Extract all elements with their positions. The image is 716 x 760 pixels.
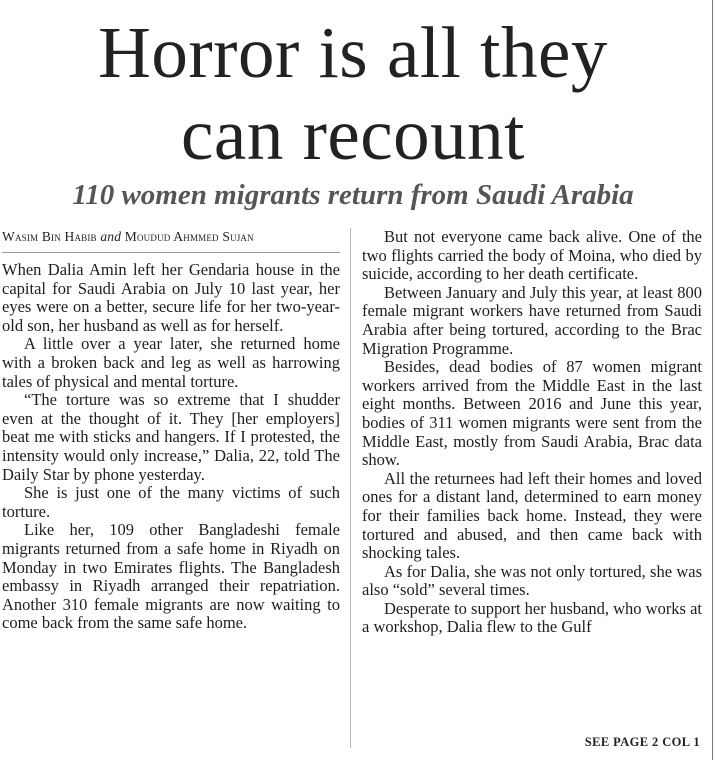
headline (0, 12, 706, 176)
body-paragraph: When Dalia Amin left her Gendaria house in the capital for Saudi Arabia on July 10 last year, her eyes were on a better, secure life for her two-year-old son, her husband as well as for herself. (2, 260, 340, 335)
body-paragraph: Desperate to support her husband, who works at a workshop, Dalia flew to the Gulf (362, 598, 703, 637)
byline-author-2: Moudud Ahmmed Sujan (124, 229, 254, 244)
byline-conjunction: and (100, 229, 122, 244)
subheadline: 110 women migrants return from Saudi Arabia (72, 179, 634, 211)
right-column (362, 228, 702, 637)
left-column (2, 228, 340, 633)
body-paragraph: But not everyone came back alive. One of the two flights carried the body of Moina, who died by suicide, according to her death certificate. (362, 227, 702, 284)
body-paragraph: Between January and July this year, at least 800 female migrant workers have returned from Saudi Arabia after being tortured, according to the Brac Migration Programme. (362, 282, 702, 358)
body-paragraph: Besides, dead bodies of 87 women migrant workers arrived from the Middle East in the last eight months. Between 2016 and June this year, bodies of 311 women migrants were sent from the Middle East, mostly from Saudi Arabia, Brac data show. (362, 357, 702, 470)
byline-author-1: Wasim Bin Habib (2, 229, 97, 244)
body-paragraph: She is just one of the many victims of such torture. (2, 483, 340, 521)
jump-line[interactable]: SEE PAGE 2 COL 1 (584, 735, 700, 749)
byline (2, 228, 340, 246)
byline-rule (2, 252, 340, 253)
page-edge-rule (712, 0, 713, 760)
column-divider (350, 228, 351, 748)
headline-line-2: can recount (181, 94, 525, 175)
body-paragraph: A little over a year later, she returned home with a broken back and leg as well as harrowing tales of physical and mental torture. (2, 334, 340, 391)
body-paragraph: All the returnees had left their homes and loved ones for a distant land, determined to earn money for their families back home. Instead, they were tortured and abused, and then came back with shocking tales. (362, 468, 702, 563)
body-paragraph: Like her, 109 other Bangladeshi female migrants returned from a safe home in Riyadh on Monday in two Emirates flights. The Bangladesh embassy in Riyadh arranged their repatriation. Another 310 female migrants are now waiting to come back from the same safe home. (2, 520, 340, 633)
body-paragraph: As for Dalia, she was not only tortured, she was also “sold” several times. (362, 561, 702, 600)
body-paragraph: “The torture was so extreme that I shudder even at the thought of it. They [her employers] beat me with sticks and hangers. If I protested, the intensity would only increase,” Dalia, 22, told The Daily Star by phone yesterday. (2, 390, 340, 484)
headline-line-1: Horror is all they (98, 12, 608, 93)
